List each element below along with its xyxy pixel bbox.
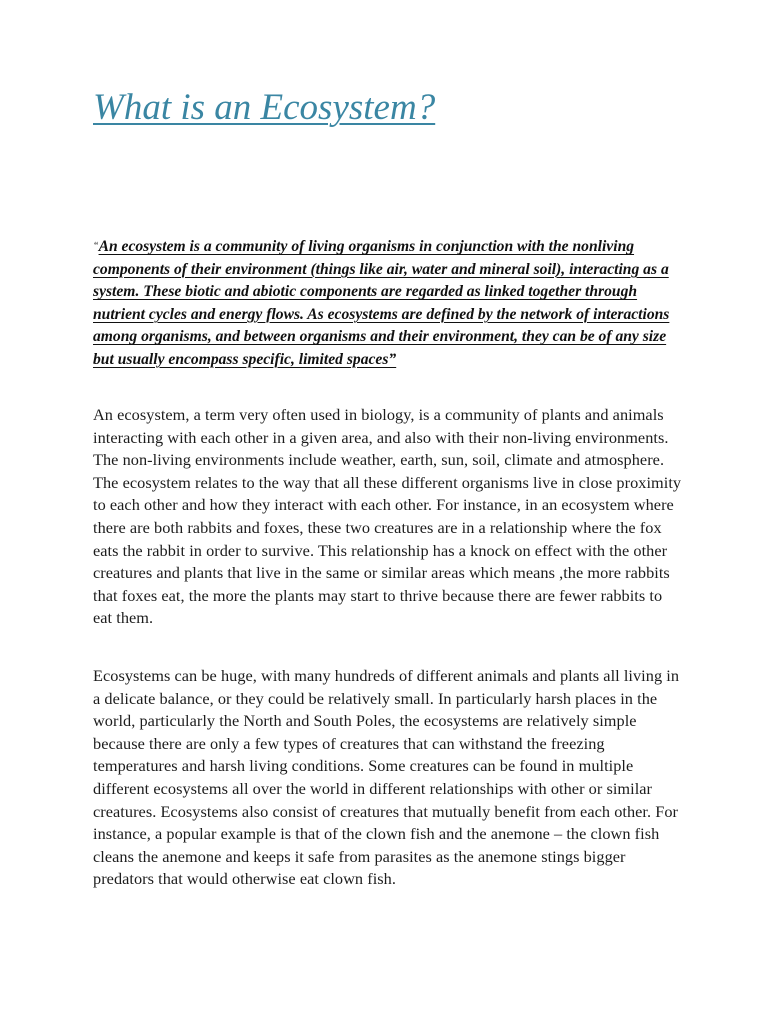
body-paragraph-2: Ecosystems can be huge, with many hundreds of different animals and plants all living in a delicate balance, or they could be relatively small. In particularly harsh places in the world, particularly the North and South Poles, the ecosystems are relatively simple because there are only a few types of creatures that can withstand the freezing temperatures and harsh living conditions. Some creatures can be found in multiple different ecosystems all over the world in different relationships with other or similar creatures. Ecosystems also consist of creatures that mutually benefit from each other. For instance, a popular example is that of the clown fish and the anemone – the clown fish cleans the anemone and keeps it safe from parasites as the anemone stings bigger predators that would otherwise eat clown fish. (93, 666, 680, 889)
definition-quote (93, 236, 683, 371)
body-paragraph-1: An ecosystem, a term very often used in biology, is a community of plants and animals interacting with each other in a given area, and also with their non-living environments. The non-living environments include weather, earth, sun, soil, climate and atmosphere. The ecosystem relates to the way that all these different organisms live in close proximity to each other and how they interact with each other. For instance, in an ecosystem where there are both rabbits and foxes, these two creatures are in a relationship where the fox eats the rabbit in order to survive. This relationship has a knock on effect with the other creatures and plants that live in the same or similar areas which means ,the more rabbits that foxes eat, the more the plants may start to thrive because there are fewer rabbits to eat them. (93, 405, 682, 628)
quote-text: An ecosystem is a community of living organisms in conjunction with the nonliving components of their environment (things like air, water and mineral soil), interacting as a system. These biotic and abiotic components are regarded as linked together through nutrient cycles and energy flows. As ecosystems are defined by the network of interactions among organisms, and between organisms and their environment, they can be of any size but usually encompass specific, limited spaces” (93, 238, 670, 368)
page-title: What is an Ecosystem? (93, 87, 436, 128)
quote-open-mark: “ (93, 241, 99, 252)
